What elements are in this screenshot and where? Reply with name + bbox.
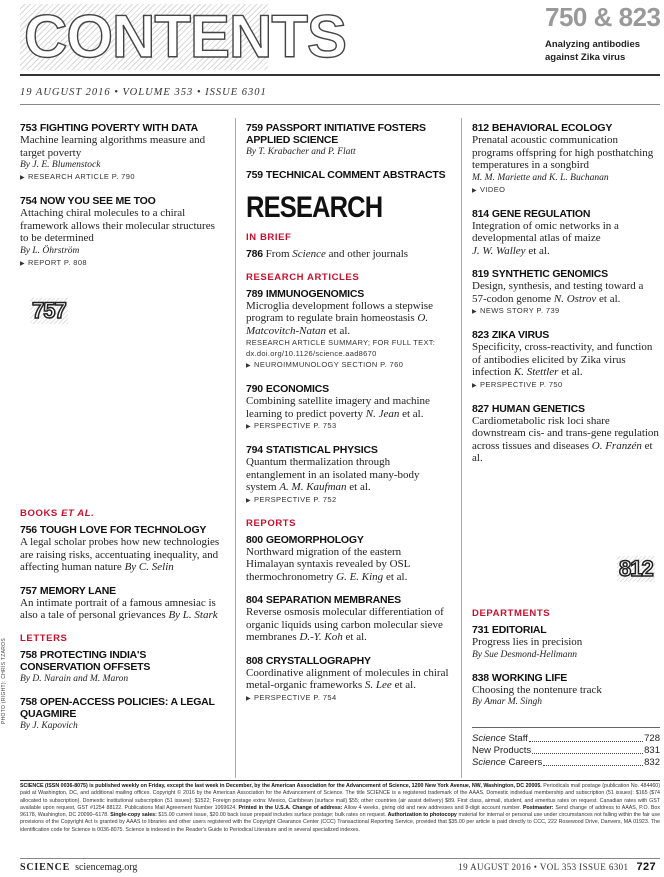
legal-notice: SCIENCE (ISSN 0036-8075) is published weekly on Friday, except the last week in December, by the American Association for the Advancement of Science, 1200 New York Avenue, NW, Washington, DC 20005. Periodicals mail postage (publication No. 484460) paid at Washington, DC, and additional mailing offices. Copyright © 2016 by the American Association for the Advancement of Science. The title SCIENCE is a registered trademark of the AAAS. Domestic individual membership and subscription (51 issues): $165 ($74 allocated to subscription). Domestic institutional subscription (51 issues): $1522; Foreign postage extra: Mexico, Caribbean (surface mail) $55; other countries (air assist delivery) $89. First class, airmail, student, and emeritus rates on request. Canadian rates with GST available upon request, GST #1254 88122. Publications Mail Agreement Number 1069624. Printed in the U.S.A. Change of address: Allow 4 weeks, giving old and new addresses and 8-digit account number. Postmaster: Send change of address to AAAS, P.O. Box 96178, Washington, DC 20090–6178. Single-copy sales: $15.00 current issue, $20.00 back issue prepaid includes surface postage; bulk rates on request. Authorization to photocopy material for internal or personal use under circumstances not falling within the fair use provisions of the Copyright Act is granted by AAAS to libraries and other users registered with the Copyright Clearance Center (CCC) Transactional Reporting Service, provided that $35.00 per article is paid directly to CCC, 222 Rosewood Drive, Danvers, MA 01923. The identification code for Science is 0036-8075. Science is indexed in the Reader's Guide to Periodical Literature and in several specialized indexes.	[20, 783, 661, 833]
section-letters: LETTERS	[20, 632, 68, 644]
column-middle	[246, 122, 451, 716]
section-reports: REPORTS	[246, 517, 297, 529]
entry-heading: 812 BEHAVIORAL ECOLOGY	[472, 122, 613, 134]
cross-reference[interactable]: ▶ NEUROIMMUNOLOGY SECTION P. 760	[246, 360, 404, 369]
triangle-icon: ▶	[472, 309, 478, 315]
entry-heading: 804 SEPARATION MEMBRANES	[246, 594, 401, 606]
header-rule	[20, 74, 660, 76]
section-departments: DEPARTMENTS	[472, 608, 551, 619]
entry-heading: 756 TOUGH LOVE FOR TECHNOLOGY	[20, 524, 207, 536]
triangle-icon: ▶	[20, 260, 26, 267]
entry-description: Coordinative alignment of molecules in chiral metal-organic frameworks S. Lee et al.	[246, 666, 449, 691]
entry-description: Microglia development follows a stepwise program to regulate brain homeostasis O. Matcovitch-Natan et al.	[246, 299, 433, 337]
toc-entry[interactable]	[20, 122, 220, 184]
entry-description: Combining satellite imagery and machine learning to predict poverty N. Jean et al.	[246, 395, 430, 420]
video-link[interactable]: ▶ VIDEO	[472, 184, 506, 194]
legal-rule	[20, 780, 660, 781]
cross-reference[interactable]: ▶ NEWS STORY P. 739	[472, 306, 560, 315]
cross-reference[interactable]: ▶ REPORT P. 808	[20, 257, 87, 267]
contents-title: CONTENTS	[20, 4, 268, 70]
site-link[interactable]: sciencemag.org	[75, 862, 138, 873]
entry-author: M. M. Mariette and K. L. Buchanan	[472, 172, 609, 183]
entry-heading: 790 ECONOMICS	[246, 383, 329, 395]
entry-description: Attaching chiral molecules to a chiral framework allows their molecular structures to be determined	[20, 207, 215, 244]
staff-list	[472, 733, 660, 769]
entry-description: Reverse osmosis molecular differentiation of organic liquids using carbon molecular sieve membranes D.-Y. Koh et al.	[246, 606, 444, 643]
research-title: RESEARCH	[246, 191, 383, 224]
staff-rule	[472, 727, 660, 728]
cover-pages[interactable]: 750 & 823	[545, 2, 661, 32]
entry-heading: 819 SYNTHETIC GENOMICS	[472, 268, 608, 280]
issue-line: 19 AUGUST 2016 • VOLUME 353 • ISSUE 6301	[20, 87, 267, 98]
entry-description: A legal scholar probes how new technologies are raising risks, accentuating inequality, and affecting human nature By C. Selin	[20, 536, 220, 573]
toc-entry[interactable]	[472, 329, 660, 392]
doi-link[interactable]: dx.doi.org/10.1126/science.aad8670	[246, 349, 377, 358]
entry-author: By J. E. Blumenstock	[20, 160, 101, 170]
toc-entry[interactable]	[472, 672, 660, 709]
column-divider	[235, 118, 236, 778]
staff-row[interactable]: New Products 831	[472, 745, 660, 756]
footer-right: 19 AUGUST 2016 • VOL 353 ISSUE 6301 727	[458, 861, 656, 873]
column-left	[20, 122, 220, 281]
entry-heading: 731 EDITORIAL	[472, 624, 547, 636]
entry-description: Cardiometabolic risk loci share downstream cis- and trans-gene regulation across tissues and diseases O. Franzén et al.	[472, 414, 659, 464]
cross-reference[interactable]: ▶ PERSPECTIVE P. 752	[246, 494, 337, 504]
entry-description: Specificity, cross-reactivity, and function of antibodies elicited by Zika virus infection K. Stettler et al.	[472, 341, 653, 378]
staff-row[interactable]: Science Careers 832	[472, 757, 660, 768]
entry-description: Northward migration of the eastern Himalayan syntaxis revealed by OSL thermochronometry G. E. King et al.	[246, 545, 410, 583]
photo-credit: PHOTO (RIGHT): CHRIS TZAROS	[1, 638, 7, 724]
toc-entry[interactable]	[246, 444, 451, 507]
journal-name: SCIENCE	[20, 862, 71, 873]
entry-description: Prenatal acoustic communication programs offspring for high posthatching temperatures in a songbird	[472, 134, 654, 171]
triangle-icon: ▶	[246, 424, 252, 430]
section-research-articles: RESEARCH ARTICLES	[246, 271, 360, 283]
toc-entry[interactable]	[20, 195, 220, 270]
entry-heading: 838 WORKING LIFE	[472, 671, 568, 684]
toc-entry[interactable]	[20, 524, 220, 574]
entry-description: Integration of omic networks in a developmental atlas of maize	[472, 219, 619, 244]
column-divider	[461, 118, 462, 778]
issue-rule	[20, 104, 660, 105]
entry-description: Choosing the nontenure track	[472, 683, 602, 696]
toc-entry[interactable]	[472, 624, 660, 661]
entry-heading: 814 GENE REGULATION	[472, 207, 591, 220]
entry-heading: 758 PROTECTING INDIA'S CONSERVATION OFFSETS	[20, 648, 151, 673]
section-books: BOOKS ET AL.	[20, 508, 95, 519]
entry-description: Progress lies in precision	[472, 636, 583, 648]
column-right-lower	[472, 604, 660, 719]
toc-entry[interactable]	[246, 383, 451, 433]
image-page-label: 812	[619, 556, 653, 581]
entry-author: By L. Öhrström	[20, 245, 80, 256]
entry-heading: 789 IMMUNOGENOMICS	[246, 287, 365, 300]
entry-heading: 827 HUMAN GENETICS	[472, 402, 585, 415]
entry-description: Machine learning algorithms measure and target poverty	[20, 134, 206, 159]
image-page-label: 757	[32, 298, 66, 323]
column-left-lower	[20, 504, 220, 743]
cover-caption: Analyzing antibodies against Zika virus	[545, 39, 641, 63]
toc-entry[interactable]	[472, 403, 660, 465]
footer-left	[20, 862, 137, 873]
entry-heading: 758 OPEN-ACCESS POLICIES: A LEGAL QUAGMIRE	[20, 695, 215, 720]
triangle-icon: ▶	[246, 497, 252, 504]
entry-author: By Sue Desmond-Hellmann	[472, 649, 578, 660]
cross-reference[interactable]: ▶ PERSPECTIVE P. 754	[246, 692, 337, 702]
entry-heading: 794 STATISTICAL PHYSICS	[246, 444, 378, 456]
toc-entry[interactable]	[472, 122, 660, 197]
entry-description: 786 From Science and other journals	[246, 248, 409, 260]
cross-reference[interactable]: ▶ RESEARCH ARTICLE P. 790	[20, 172, 135, 181]
entry-heading: 823 ZIKA VIRUS	[472, 329, 550, 341]
toc-entry[interactable]	[20, 696, 220, 732]
entry-description: An intimate portrait of a famous amnesiac is also a tale of personal grievances By L. Stark	[20, 596, 218, 621]
entry-description: Design, synthesis, and testing toward a 57-codon genome N. Ostrov et al.	[472, 280, 644, 305]
page-number: 727	[636, 861, 656, 873]
toc-entry[interactable]	[246, 288, 451, 373]
toc-entry[interactable]	[246, 594, 451, 644]
column-right	[472, 122, 660, 476]
cross-reference[interactable]: ▶ PERSPECTIVE P. 753	[246, 421, 337, 430]
entry-heading: 754 NOW YOU SEE ME TOO	[20, 195, 156, 207]
entry-author: By Amar M. Singh	[472, 697, 543, 707]
entry-heading: 753 FIGHTING POVERTY WITH DATA	[20, 122, 199, 134]
cross-reference[interactable]: ▶ PERSPECTIVE P. 750	[472, 379, 563, 389]
entry-author: J. W. Walley et al.	[472, 244, 550, 257]
staff-row[interactable]: Science Staff 728	[472, 733, 660, 744]
triangle-icon: ▶	[472, 382, 478, 389]
toc-entry[interactable]	[472, 208, 660, 258]
entry-heading: 800 GEOMORPHOLOGY	[246, 533, 364, 546]
triangle-icon: ▶	[472, 187, 478, 194]
toc-entry[interactable]	[246, 655, 451, 705]
triangle-icon: ▶	[246, 695, 252, 702]
toc-entry[interactable]	[246, 534, 451, 584]
toc-entry[interactable]	[20, 649, 220, 685]
entry-heading: 757 MEMORY LANE	[20, 584, 116, 597]
summary-note: RESEARCH ARTICLE SUMMARY; FOR FULL TEXT:	[246, 338, 436, 347]
triangle-icon: ▶	[20, 175, 26, 181]
toc-entry[interactable]	[246, 248, 451, 261]
section-in-brief: IN BRIEF	[246, 232, 292, 243]
footer-rule	[20, 858, 660, 859]
toc-entry[interactable]	[472, 268, 660, 318]
entry-author: By J. Kapovich	[20, 720, 78, 731]
entry-heading: 759 PASSPORT INITIATIVE FOSTERS APPLIED SCIENCE	[246, 122, 426, 146]
entry-heading: 808 CRYSTALLOGRAPHY	[246, 654, 371, 667]
entry-author: By T. Krabacher and P. Flatt	[246, 147, 356, 157]
triangle-icon: ▶	[246, 363, 252, 369]
entry-heading: 759 TECHNICAL COMMENT ABSTRACTS	[246, 169, 446, 181]
entry-author: By D. Narain and M. Maron	[20, 673, 129, 684]
toc-entry[interactable]	[20, 585, 220, 622]
toc-entry[interactable]	[246, 169, 451, 181]
toc-entry[interactable]	[246, 122, 451, 158]
entry-description: Quantum thermalization through entanglement in an isolated many-body system A. M. Kaufman et al.	[246, 456, 420, 493]
